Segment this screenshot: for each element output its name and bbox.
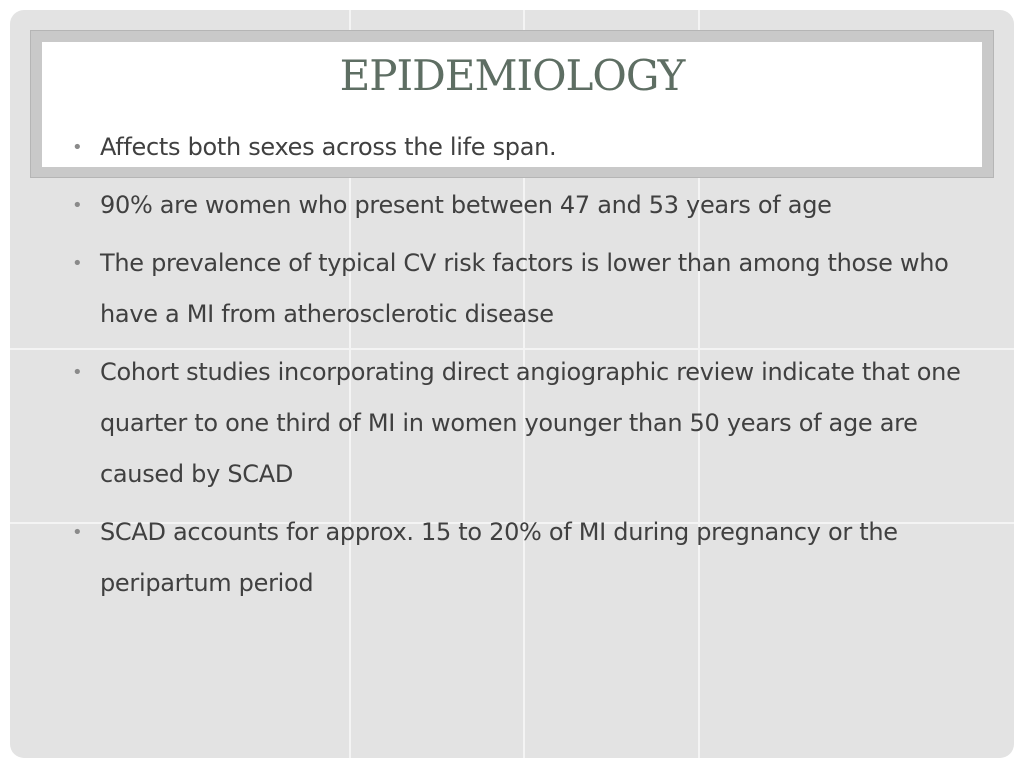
bullet-marker-icon: • (72, 522, 83, 543)
bullet-text: SCAD accounts for approx. 15 to 20% of MI during pregnancy or the peripartum period (100, 518, 898, 597)
bullet-item (68, 347, 968, 500)
bullet-text: 90% are women who present between 47 and 53 years of age (100, 191, 832, 219)
bullet-marker-icon: • (72, 362, 83, 383)
bullet-marker-icon: • (72, 137, 83, 158)
bullet-item (68, 238, 968, 340)
slide-title: EPIDEMIOLOGY (339, 51, 685, 100)
bullet-text: Affects both sexes across the life span. (100, 133, 557, 161)
bullet-marker-icon: • (72, 253, 83, 274)
bullet-list (68, 122, 968, 616)
bullet-marker-icon: • (72, 195, 83, 216)
bullet-item (68, 180, 968, 231)
bullet-item (68, 122, 968, 173)
bullet-item (68, 507, 968, 609)
slide (10, 10, 1014, 758)
bullet-text: The prevalence of typical CV risk factors is lower than among those who have a MI from atherosclerotic disease (100, 249, 949, 328)
bullet-text: Cohort studies incorporating direct angiographic review indicate that one quarter to one third of MI in women younger than 50 years of age are caused by SCAD (100, 358, 961, 488)
